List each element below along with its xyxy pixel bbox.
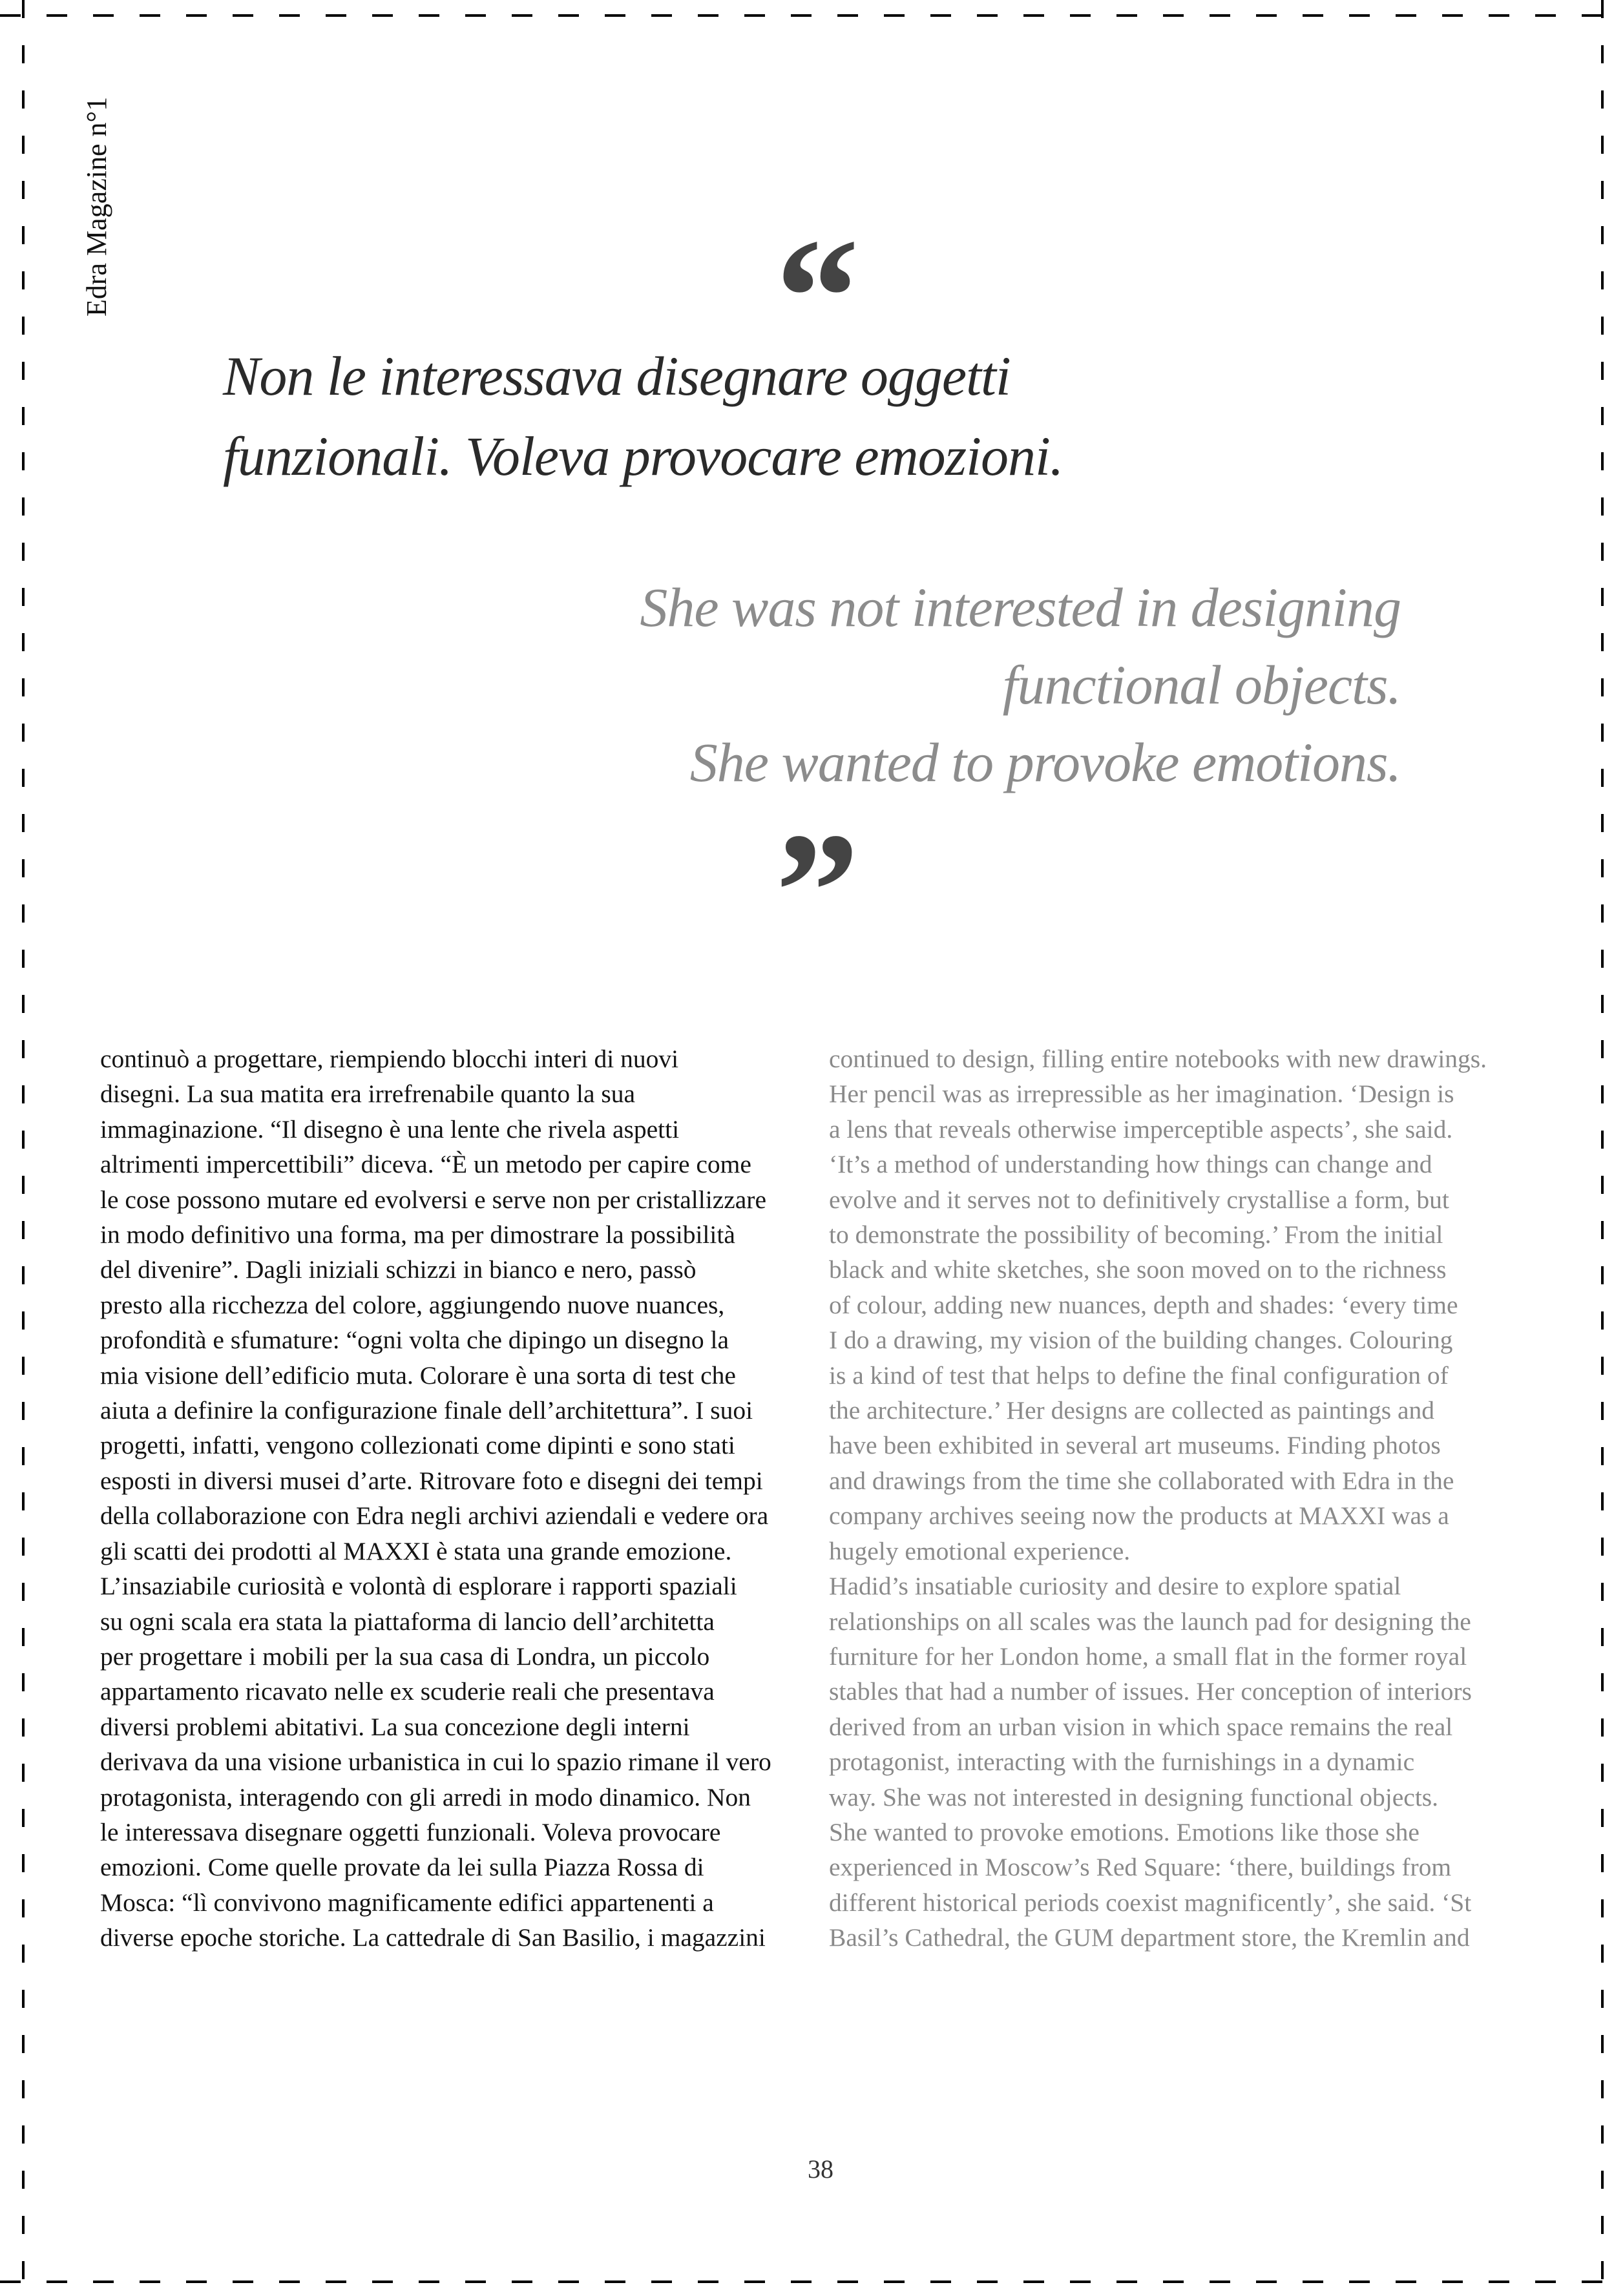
text-line: derived from an urban vision in which space remains the real	[829, 1712, 1453, 1741]
text-line: diversi problemi abitativi. La sua concezione degli interni	[100, 1712, 690, 1741]
text-line: della collaborazione con Edra negli archivi aziendali e vedere ora	[100, 1501, 769, 1530]
text-line: ‘It’s a method of understanding how things can change and	[829, 1150, 1432, 1179]
text-line: le interessava disegnare oggetti funzionali. Voleva provocare	[100, 1817, 721, 1846]
text-line: emozioni. Come quelle provate da lei sulla Piazza Rossa di	[100, 1853, 704, 1882]
pull-quote-english-line: functional objects.	[1002, 654, 1401, 716]
text-line: L’insaziabile curiosità e volontà di esplorare i rapporti spaziali	[100, 1572, 737, 1601]
italian-text-column	[100, 1041, 824, 1956]
pull-quote-english-line: She was not interested in designing	[640, 576, 1401, 638]
pull-quote-italian-line: Non le interessava disegnare oggetti	[223, 345, 1011, 407]
text-line: to demonstrate the possibility of becoming.’ From the initial	[829, 1220, 1443, 1249]
text-line: continued to design, filling entire notebooks with new drawings.	[829, 1045, 1487, 1073]
text-line: evolve and it serves not to definitively crystallise a form, but	[829, 1185, 1449, 1214]
text-line: progetti, infatti, vengono collezionati come dipinti e sono stati	[100, 1431, 735, 1460]
text-line: the architecture.’ Her designs are collected as paintings and	[829, 1396, 1434, 1425]
crop-mark-bottom	[0, 2280, 1614, 2283]
text-line: hugely emotional experience.	[829, 1536, 1131, 1565]
text-line: su ogni scala era stata la piattaforma di lancio dell’architetta	[100, 1607, 715, 1636]
text-line: of colour, adding new nuances, depth and shades: ‘every time	[829, 1290, 1458, 1319]
text-line: immaginazione. “Il disegno è una lente che rivela aspetti	[100, 1114, 680, 1143]
text-line: and drawings from the time she collaborated with Edra in the	[829, 1466, 1454, 1495]
crop-mark-top	[0, 14, 1614, 17]
text-line: gli scatti dei prodotti al MAXXI è stata una grande emozione.	[100, 1536, 732, 1565]
text-line: Her pencil was as irrepressible as her imagination. ‘Design is	[829, 1080, 1454, 1109]
text-line: experienced in Moscow’s Red Square: ‘there, buildings from	[829, 1853, 1452, 1882]
text-line: del divenire”. Dagli iniziali schizzi in bianco e nero, passò	[100, 1255, 697, 1284]
text-line: altrimenti impercettibili” diceva. “È un metodo per capire come	[100, 1150, 751, 1179]
text-line: aiuta a definire la configurazione finale dell’architettura”. I suoi	[100, 1396, 753, 1425]
text-line: Basil’s Cathedral, the GUM department store, the Kremlin and	[829, 1923, 1470, 1952]
pull-quote-english-line: She wanted to provoke emotions.	[689, 731, 1401, 793]
text-line: I do a drawing, my vision of the building changes. Colouring	[829, 1326, 1453, 1355]
text-line: company archives seeing now the products at MAXXI was a	[829, 1501, 1449, 1530]
crop-mark-right	[1601, 0, 1604, 2296]
open-quote-icon: “	[775, 204, 859, 390]
text-line: presto alla ricchezza del colore, aggiungendo nuove nuances,	[100, 1290, 725, 1319]
text-line: have been exhibited in several art museums. Finding photos	[829, 1431, 1441, 1460]
text-line: disegni. La sua matita era irrefrenabile quanto la sua	[100, 1080, 636, 1109]
text-line: esposti in diversi musei d’arte. Ritrovare foto e disegni dei tempi	[100, 1466, 763, 1495]
english-text-column	[829, 1041, 1553, 1956]
text-line: mia visione dell’edificio muta. Colorare è una sorta di test che	[100, 1361, 736, 1390]
pull-quote-italian	[223, 336, 1418, 496]
text-line: different historical periods coexist magnificently’, she said. ‘St	[829, 1888, 1472, 1917]
magazine-masthead: Edra Magazine n°1	[81, 96, 112, 317]
text-line: relationships on all scales was the launch pad for designing the	[829, 1607, 1471, 1636]
text-line: way. She was not interested in designing functional objects.	[829, 1782, 1439, 1811]
text-line: Mosca: “lì convivono magnificamente edifici appartenenti a	[100, 1888, 714, 1917]
text-line: black and white sketches, she soon moved on to the richness	[829, 1255, 1447, 1284]
text-line: in modo definitivo una forma, ma per dimostrare la possibilità	[100, 1220, 735, 1249]
text-line: appartamento ricavato nelle ex scuderie reali che presentava	[100, 1677, 715, 1706]
text-line: continuò a progettare, riempiendo blocchi interi di nuovi	[100, 1045, 679, 1073]
text-line: is a kind of test that helps to define the final configuration of	[829, 1361, 1449, 1390]
text-line: per progettare i mobili per la sua casa di Londra, un piccolo	[100, 1642, 710, 1671]
text-line: profondità e sfumature: “ogni volta che dipingo un disegno la	[100, 1326, 729, 1355]
text-line: le cose possono mutare ed evolversi e serve non per cristallizzare	[100, 1185, 766, 1214]
pull-quote-italian-line: funzionali. Voleva provocare emozioni.	[223, 425, 1064, 487]
text-line: stables that had a number of issues. Her conception of interiors	[829, 1677, 1472, 1706]
text-line: furniture for her London home, a small flat in the former royal	[829, 1642, 1467, 1671]
page-number: 38	[808, 2155, 833, 2184]
text-line: diverse epoche storiche. La cattedrale di San Basilio, i magazzini	[100, 1923, 766, 1952]
close-quote-icon: ”	[775, 798, 859, 985]
text-line: protagonist, interacting with the furnishings in a dynamic	[829, 1748, 1415, 1777]
text-line: derivava da una visione urbanistica in cui lo spazio rimane il vero	[100, 1748, 771, 1777]
text-line: She wanted to provoke emotions. Emotions like those she	[829, 1817, 1420, 1846]
text-line: a lens that reveals otherwise imperceptible aspects’, she said.	[829, 1114, 1453, 1143]
text-line: Hadid’s insatiable curiosity and desire to explore spatial	[829, 1572, 1401, 1601]
text-line: protagonista, interagendo con gli arredi in modo dinamico. Non	[100, 1782, 751, 1811]
pull-quote-english	[302, 569, 1401, 801]
crop-mark-left	[22, 0, 25, 2296]
